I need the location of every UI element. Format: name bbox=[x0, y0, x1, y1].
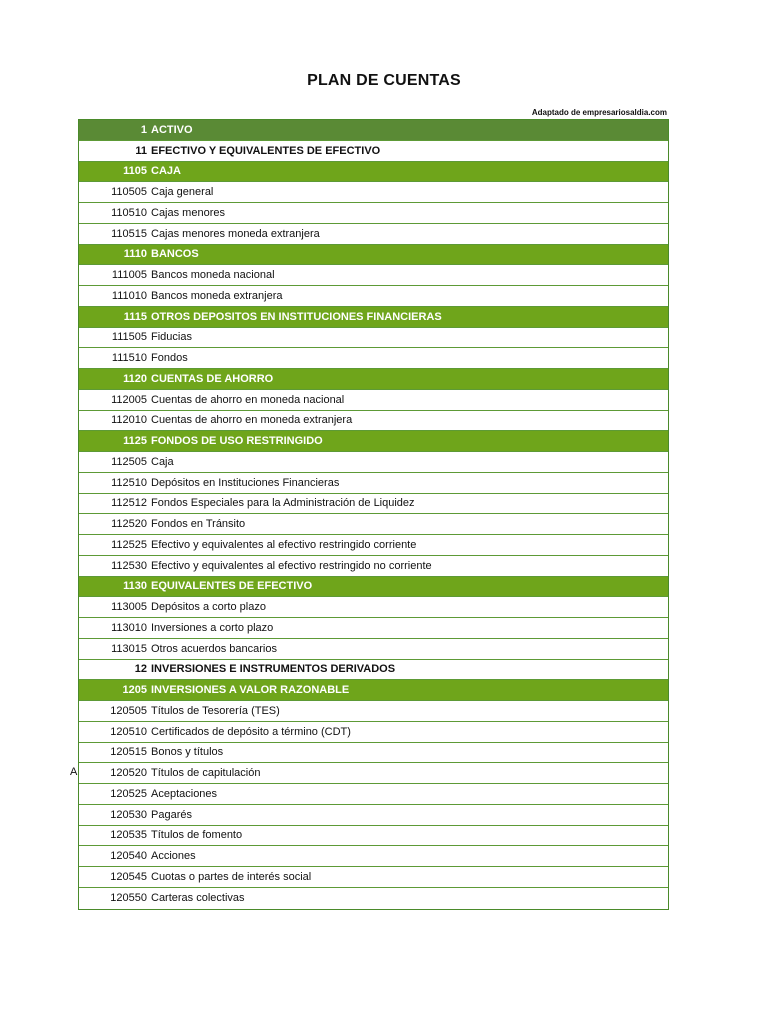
account-row bbox=[79, 680, 668, 701]
account-name: Depósitos en Instituciones Financieras bbox=[151, 476, 340, 489]
account-name: Fondos Especiales para la Administración de Liquidez bbox=[151, 497, 415, 510]
account-name: EQUIVALENTES DE EFECTIVO bbox=[151, 580, 313, 593]
account-name: Efectivo y equivalentes al efectivo restringido no corriente bbox=[151, 559, 432, 572]
account-row bbox=[79, 784, 668, 805]
account-row bbox=[79, 763, 668, 784]
account-row bbox=[79, 577, 668, 598]
account-name: Caja general bbox=[151, 186, 214, 199]
account-name: Títulos de Tesorería (TES) bbox=[151, 704, 280, 717]
account-row bbox=[79, 390, 668, 411]
account-code: 120535 bbox=[110, 829, 147, 842]
account-name: Cajas menores bbox=[151, 206, 225, 219]
account-code: 112530 bbox=[111, 559, 147, 572]
group-row bbox=[79, 141, 668, 162]
account-code: 120515 bbox=[110, 746, 147, 759]
account-code: 112520 bbox=[111, 518, 147, 531]
account-name: Fondos en Tránsito bbox=[151, 518, 246, 531]
account-row bbox=[79, 162, 668, 183]
account-code: 1130 bbox=[123, 580, 147, 593]
account-code: 120525 bbox=[110, 787, 147, 800]
account-code: 1120 bbox=[123, 372, 147, 385]
account-row bbox=[79, 452, 668, 473]
account-name: Efectivo y equivalentes al efectivo restringido corriente bbox=[151, 538, 417, 551]
account-code: 112010 bbox=[111, 414, 147, 427]
account-row bbox=[79, 286, 668, 307]
account-code: 113015 bbox=[111, 642, 147, 655]
account-name: Cuotas o partes de interés social bbox=[151, 870, 312, 883]
account-name: EFECTIVO Y EQUIVALENTES DE EFECTIVO bbox=[151, 144, 381, 157]
account-name: Bonos y títulos bbox=[151, 746, 224, 759]
account-name: Carteras colectivas bbox=[151, 892, 245, 905]
account-code: 111505 bbox=[111, 331, 147, 344]
account-row bbox=[79, 888, 668, 909]
account-row bbox=[79, 514, 668, 535]
account-name: Títulos de capitulación bbox=[151, 767, 261, 780]
account-row bbox=[79, 846, 668, 867]
account-code: 111510 bbox=[111, 352, 147, 365]
account-name: INVERSIONES A VALOR RAZONABLE bbox=[151, 684, 350, 697]
group-row bbox=[79, 660, 668, 681]
account-code: 1115 bbox=[123, 310, 147, 323]
account-name: Bancos moneda nacional bbox=[151, 269, 275, 282]
account-name: BANCOS bbox=[151, 248, 199, 261]
account-row bbox=[79, 556, 668, 577]
account-code: 113010 bbox=[111, 621, 147, 634]
account-code: 1205 bbox=[122, 684, 147, 697]
account-row bbox=[79, 535, 668, 556]
account-code: 120550 bbox=[110, 892, 147, 905]
account-name: Depósitos a corto plazo bbox=[151, 601, 266, 614]
account-row bbox=[79, 203, 668, 224]
account-name: INVERSIONES E INSTRUMENTOS DERIVADOS bbox=[151, 663, 396, 676]
account-code: 112512 bbox=[111, 497, 147, 510]
account-row bbox=[79, 224, 668, 245]
account-code: 112505 bbox=[111, 455, 147, 468]
account-row bbox=[79, 411, 668, 432]
account-code: 11 bbox=[135, 144, 147, 157]
account-name: Certificados de depósito a término (CDT) bbox=[151, 725, 351, 738]
account-row bbox=[79, 618, 668, 639]
account-code: 120510 bbox=[110, 725, 147, 738]
margin-mark: A bbox=[70, 766, 78, 778]
account-name: OTROS DEPOSITOS EN INSTITUCIONES FINANCIERAS bbox=[151, 310, 442, 323]
account-row bbox=[79, 826, 668, 847]
account-row bbox=[79, 473, 668, 494]
account-row bbox=[79, 743, 668, 764]
account-code: 111005 bbox=[111, 269, 147, 282]
account-name: CAJA bbox=[151, 165, 181, 178]
account-name: ACTIVO bbox=[151, 123, 193, 136]
account-code: 120545 bbox=[110, 870, 147, 883]
account-name: Acciones bbox=[151, 850, 196, 863]
account-name: Fiducias bbox=[151, 331, 192, 344]
account-code: 113005 bbox=[111, 601, 147, 614]
account-row bbox=[79, 328, 668, 349]
source-note: Adaptado de empresariosaldia.com bbox=[531, 108, 667, 117]
account-code: 112510 bbox=[111, 476, 147, 489]
account-name: Aceptaciones bbox=[151, 787, 218, 800]
account-row bbox=[79, 369, 668, 390]
account-code: 1110 bbox=[123, 248, 147, 261]
account-code: 110505 bbox=[111, 186, 147, 199]
account-row bbox=[79, 867, 668, 888]
account-name: Pagarés bbox=[151, 808, 192, 821]
account-name: CUENTAS DE AHORRO bbox=[151, 372, 274, 385]
account-row bbox=[79, 805, 668, 826]
account-row bbox=[79, 494, 668, 515]
account-row bbox=[79, 722, 668, 743]
account-code: 120505 bbox=[110, 704, 147, 717]
account-row bbox=[79, 597, 668, 618]
account-code: 120530 bbox=[110, 808, 147, 821]
page-title: PLAN DE CUENTAS bbox=[307, 72, 461, 89]
account-name: Fondos bbox=[151, 352, 188, 365]
account-code: 1105 bbox=[123, 165, 147, 178]
account-row bbox=[79, 348, 668, 369]
account-code: 110515 bbox=[111, 227, 147, 240]
account-row bbox=[79, 639, 668, 660]
account-row bbox=[79, 307, 668, 328]
account-row bbox=[79, 701, 668, 722]
account-name: Caja bbox=[151, 455, 174, 468]
account-code: 12 bbox=[134, 663, 147, 676]
account-name: Cuentas de ahorro en moneda extranjera bbox=[151, 414, 353, 427]
account-row bbox=[79, 265, 668, 286]
account-code: 120520 bbox=[110, 767, 147, 780]
account-name: Cajas menores moneda extranjera bbox=[151, 227, 320, 240]
account-name: Títulos de fomento bbox=[151, 829, 243, 842]
account-code: 112525 bbox=[111, 538, 147, 551]
account-code: 112005 bbox=[111, 393, 147, 406]
account-code: 1 bbox=[140, 123, 147, 136]
class-row bbox=[79, 120, 668, 141]
account-name: Inversiones a corto plazo bbox=[151, 621, 274, 634]
account-name: FONDOS DE USO RESTRINGIDO bbox=[151, 435, 323, 448]
account-row bbox=[79, 182, 668, 203]
account-name: Cuentas de ahorro en moneda nacional bbox=[151, 393, 345, 406]
account-name: Bancos moneda extranjera bbox=[151, 289, 283, 302]
account-code: 1125 bbox=[123, 435, 147, 448]
account-row bbox=[79, 431, 668, 452]
account-code: 110510 bbox=[111, 206, 147, 219]
accounts-table bbox=[78, 119, 669, 910]
account-code: 120540 bbox=[110, 850, 147, 863]
account-code: 111010 bbox=[111, 289, 147, 302]
account-name: Otros acuerdos bancarios bbox=[151, 642, 277, 655]
account-row bbox=[79, 245, 668, 266]
